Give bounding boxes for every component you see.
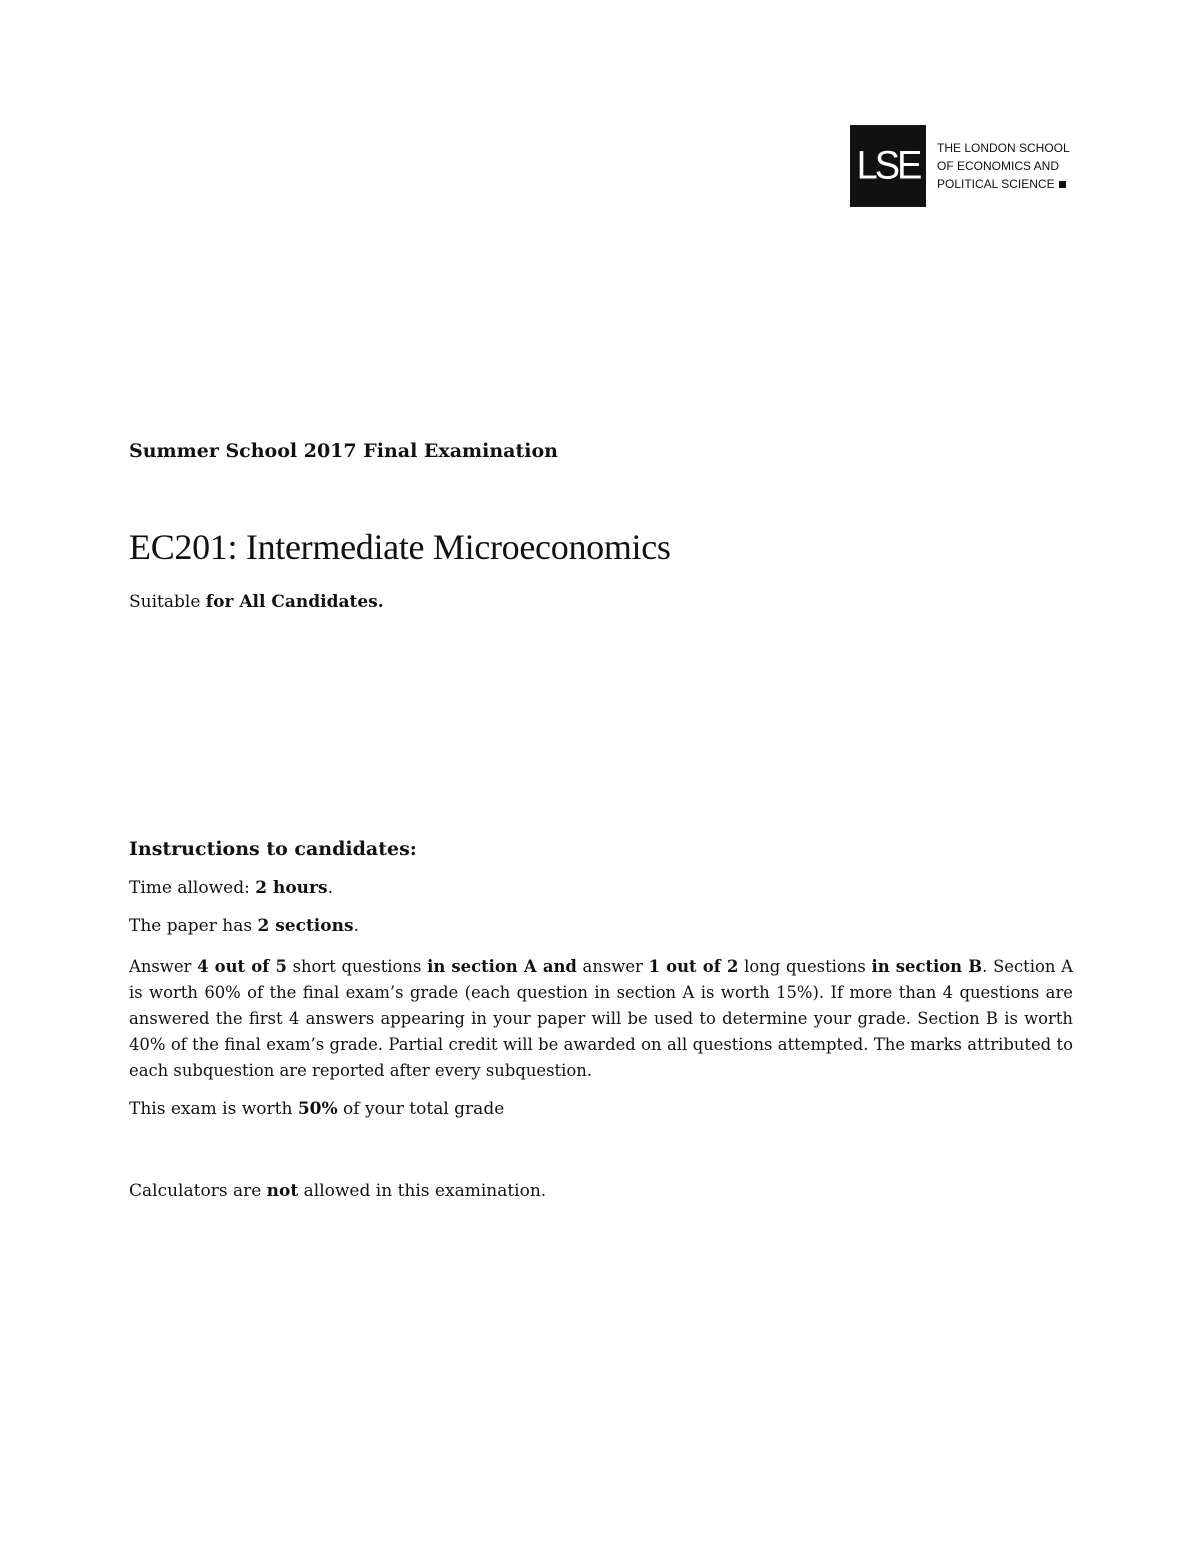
- time-suffix: .: [327, 878, 333, 898]
- sections-suffix: .: [353, 916, 359, 936]
- weight-suffix: of your total grade: [343, 1099, 505, 1119]
- calc-prefix: Calculators are: [129, 1181, 262, 1201]
- sections-line: [129, 916, 359, 936]
- answer-bold-2: in section A and: [427, 957, 577, 976]
- suitable-audience: for All Candidates.: [205, 592, 384, 612]
- suitability-line: [129, 592, 384, 612]
- answer-bold-4: in section B: [871, 957, 983, 976]
- answer-text-4: long questions: [738, 957, 872, 976]
- exam-weight-line: [129, 1099, 504, 1119]
- course-title: EC201: Intermediate Microeconomics: [129, 527, 671, 567]
- answer-text-3: answer: [576, 957, 649, 976]
- sections-value: 2 sections: [257, 916, 354, 936]
- logo-line-1: THE LONDON SCHOOL: [937, 141, 1070, 155]
- logo-line-3-text: POLITICAL SCIENCE: [937, 177, 1055, 191]
- answer-text-2: short questions: [286, 957, 428, 976]
- logo-line-3: [937, 175, 1070, 193]
- lse-logo-mark: LSE: [850, 125, 926, 207]
- calc-suffix: allowed in this examination.: [303, 1181, 547, 1201]
- answer-text-5: . Section A is worth 60% of the final exam’s grade (each question in section A is worth 15%). If more than 4 questions are answered the first 4 answers appearing in your paper will be used to determine your grade. Section B is worth 40% of the final exam’s grade. Partial credit will be awarded on all questions attempted. The marks attributed to each subquestion are reported after every subquestion.: [129, 957, 1073, 1080]
- answer-text-1: Answer: [129, 957, 198, 976]
- lse-logo: [850, 127, 1070, 205]
- instructions-heading: Instructions to candidates:: [129, 838, 417, 860]
- time-allowed-line: [129, 878, 333, 898]
- suitable-prefix: Suitable: [129, 592, 201, 612]
- calc-value: not: [266, 1181, 299, 1201]
- answer-instructions-paragraph: [129, 954, 1073, 1084]
- lse-logo-text: [937, 139, 1070, 193]
- exam-heading: Summer School 2017 Final Examination: [129, 440, 558, 462]
- weight-prefix: This exam is worth: [129, 1099, 293, 1119]
- weight-value: 50%: [297, 1099, 338, 1119]
- answer-bold-1: 4 out of 5: [197, 957, 287, 976]
- calculator-policy-line: [129, 1181, 546, 1201]
- time-value: 2 hours: [255, 878, 328, 898]
- logo-line-2: OF ECONOMICS AND: [937, 159, 1060, 173]
- logo-square-icon: [1059, 181, 1066, 188]
- sections-prefix: The paper has: [129, 916, 253, 936]
- time-prefix: Time allowed:: [129, 878, 250, 898]
- answer-bold-3: 1 out of 2: [648, 957, 739, 976]
